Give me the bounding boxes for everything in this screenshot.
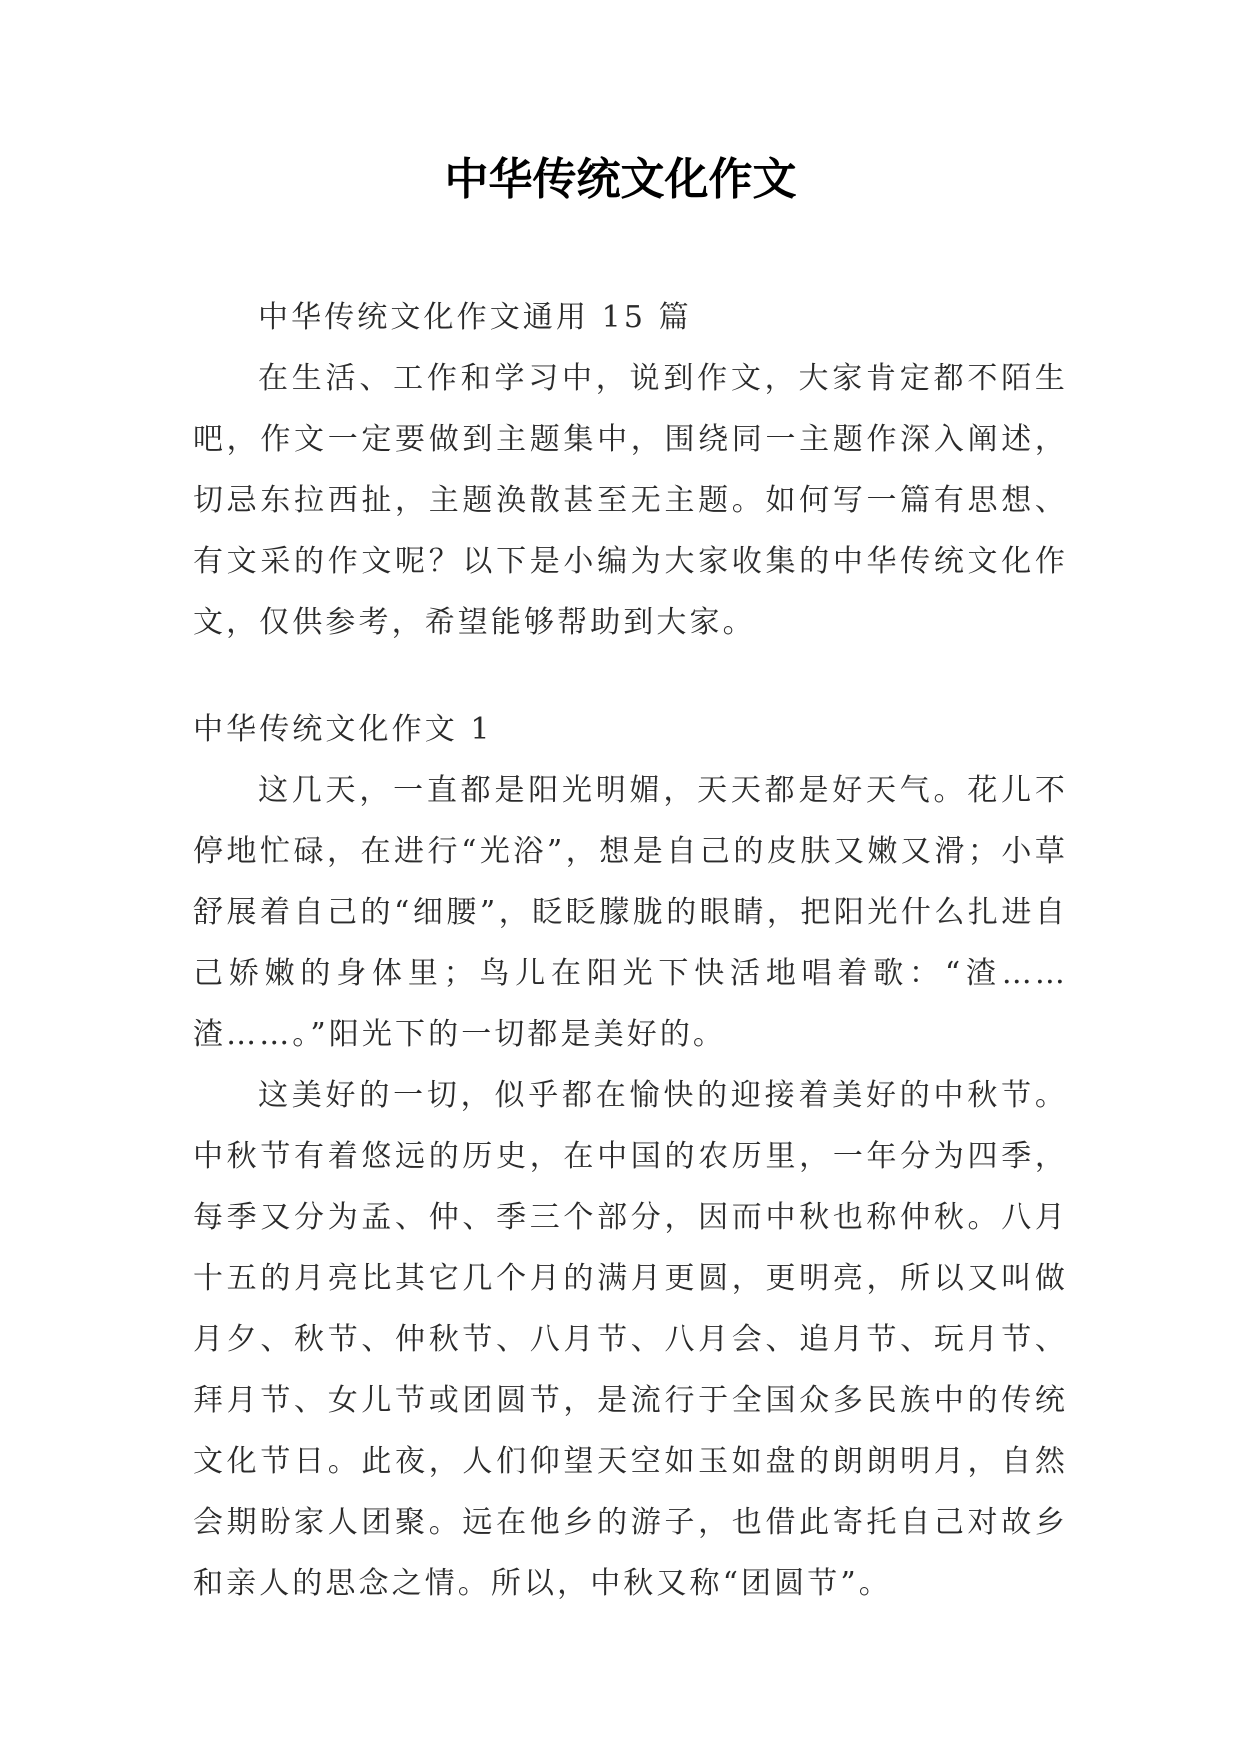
section-heading: 中华传统文化作文 1 <box>193 712 493 747</box>
body-paragraph: 这美好的一切，似乎都在愉快的迎接着美好的中秋节。中秋节有着悠远的历史，在中国的农历里，一年分为四季，每季又分为孟、仲、季三个部分，因而中秋也称仲秋。八月十五的月亮比其它几个月的满月更圆，更明亮，所以又叫做月夕、秋节、仲秋节、八月节、八月会、追月节、玩月节、拜月节、女儿节或团圆节，是流行于全国众多民族中的传统文化节日。此夜，人们仰望天空如玉如盘的朗朗明月，自然会期盼家人团聚。远在他乡的游子，也借此寄托自己对故乡和亲人的思念之情。所以，中秋又称“团圆节”。 <box>193 1078 1068 1601</box>
body-paragraph: 这几天，一直都是阳光明媚，天天都是好天气。花儿不停地忙碌，在进行“光浴”，想是自己的皮肤又嫩又滑；小草舒展着自己的“细腰”，眨眨朦胧的眼睛，把阳光什么扎进自己娇嫩的身体里；鸟儿在阳光下快活地唱着歌：“渣……渣……。”阳光下的一切都是美好的。 <box>193 773 1068 1052</box>
document-title: 中华传统文化作文 <box>444 154 797 205</box>
intro-paragraph: 在生活、工作和学习中，说到作文，大家肯定都不陌生吧，作文一定要做到主题集中，围绕同一主题作深入阐述，切忌东拉西扯，主题涣散甚至无主题。如何写一篇有思想、有文采的作文呢？以下是小编为大家收集的中华传统文化作文，仅供参考，希望能够帮助到大家。 <box>193 361 1068 640</box>
document-subtitle: 中华传统文化作文通用 15 篇 <box>258 300 692 335</box>
document-body <box>193 287 1068 1614</box>
